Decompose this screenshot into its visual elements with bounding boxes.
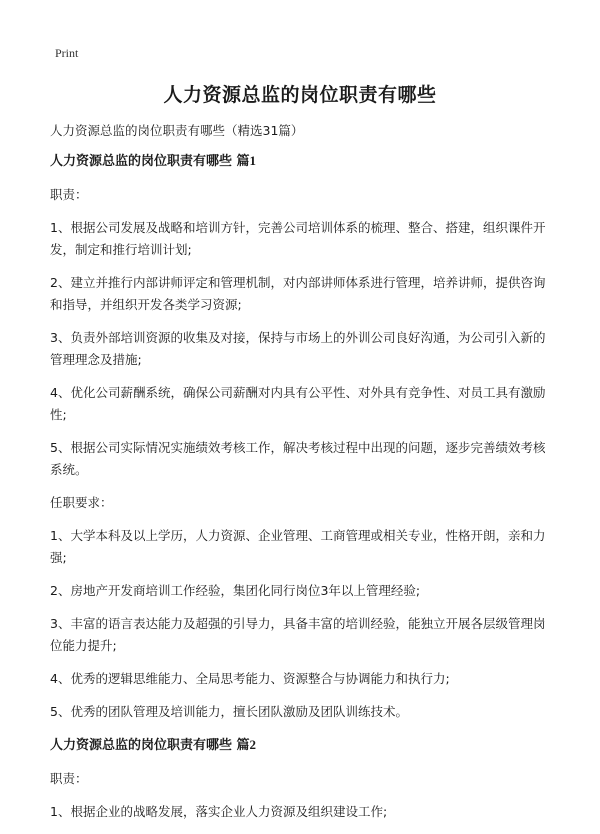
duty-item: 1、根据公司发展及战略和培训方针，完善公司培训体系的梳理、整合、搭建，组织课件开发，制定和推行培训计划;: [50, 220, 546, 257]
page-title: 人力资源总监的岗位职责有哪些: [163, 84, 437, 106]
requirement-item: 4、优秀的逻辑思维能力、全局思考能力、资源整合与协调能力和执行力;: [50, 671, 450, 686]
duties-label: 职责：: [50, 771, 88, 786]
duty-item: 5、根据公司实际情况实施绩效考核工作，解决考核过程中出现的问题，逐步完善绩效考核系统。: [50, 440, 546, 477]
print-label: Print: [55, 46, 79, 60]
section-1: [50, 150, 552, 723]
section-heading-number: 1: [249, 153, 257, 168]
duties-label: 职责：: [50, 187, 88, 202]
requirement-item: 3、丰富的语言表达能力及超强的引导力，具备丰富的培训经验，能独立开展各层级管理岗位能力提升;: [50, 616, 546, 653]
duty-item: 3、负责外部培训资源的收集及对接，保持与市场上的外训公司良好沟通，为公司引入新的管理理念及措施;: [50, 330, 546, 367]
requirements-label: 任职要求：: [50, 495, 113, 510]
document-body: [50, 120, 552, 834]
section-heading-text: 人力资源总监的岗位职责有哪些 篇: [50, 154, 250, 169]
document-subtitle: 人力资源总监的岗位职责有哪些（精选31篇）: [50, 123, 304, 138]
duty-item: 4、优化公司薪酬系统，确保公司薪酬对内具有公平性、对外具有竞争性、对员工具有激励性;: [50, 385, 546, 422]
requirement-item: 2、房地产开发商培训工作经验，集团化同行岗位3年以上管理经验;: [50, 583, 421, 598]
section-heading-text: 人力资源总监的岗位职责有哪些 篇: [50, 738, 250, 753]
section-heading-number: 2: [249, 737, 257, 752]
section-2: [50, 734, 552, 823]
section-heading: [50, 150, 552, 173]
section-heading: [50, 734, 552, 757]
requirement-item: 5、优秀的团队管理及培训能力，擅长团队激励及团队训练技术。: [50, 704, 408, 719]
duty-item: 2、建立并推行内部讲师评定和管理机制，对内部讲师体系进行管理，培养讲师，提供咨询和指导，并组织开发各类学习资源;: [50, 275, 546, 312]
duty-item: 1、根据企业的战略发展，落实企业人力资源及组织建设工作;: [50, 804, 388, 819]
requirement-item: 1、大学本科及以上学历，人力资源、企业管理、工商管理或相关专业，性格开朗，亲和力强;: [50, 528, 546, 565]
